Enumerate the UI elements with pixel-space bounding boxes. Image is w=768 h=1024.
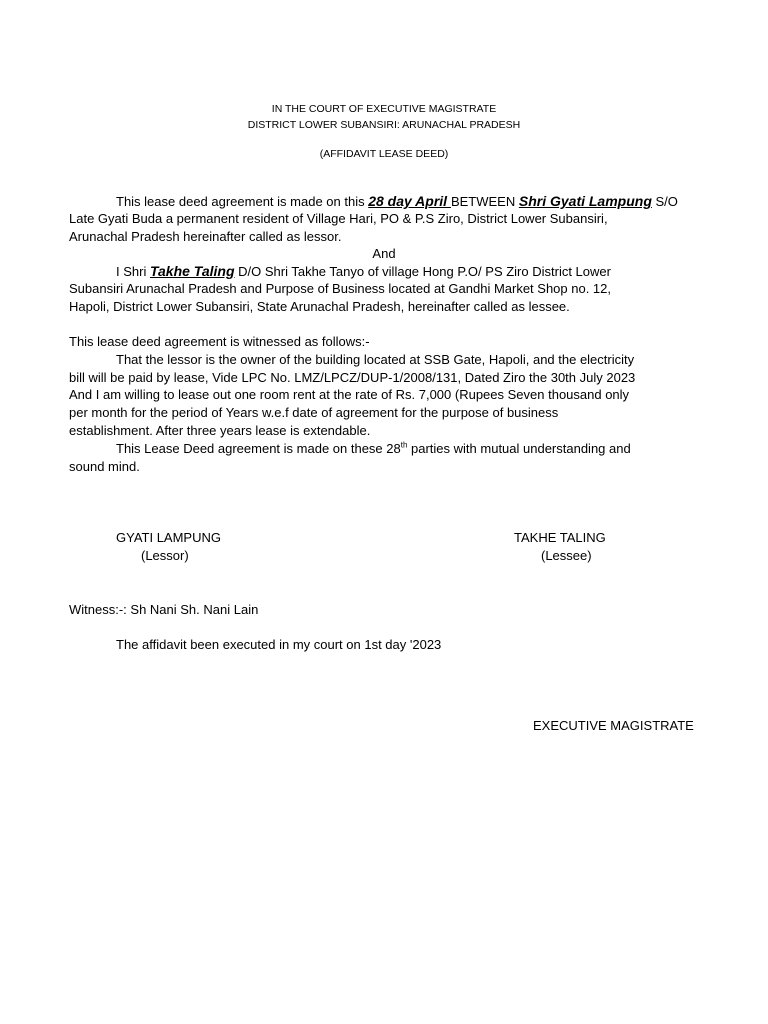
court-title-line1: IN THE COURT OF EXECUTIVE MAGISTRATE — [271, 103, 497, 115]
para4-prefix: This Lease Deed agreement is made on these 28 — [116, 441, 401, 456]
para4-line2: sound mind. — [69, 459, 140, 474]
magistrate-signature: EXECUTIVE MAGISTRATE — [533, 718, 694, 733]
lessee-signature-name: TAKHE TALING — [514, 530, 606, 545]
para3-line5: establishment. After three years lease is extendable. — [69, 423, 371, 438]
para3-line4: per month for the period of Years w.e.f date of agreement for the purpose of business — [69, 405, 559, 420]
para1-line3: Arunachal Pradesh hereinafter called as lessor. — [69, 229, 342, 244]
between-word: BETWEEN — [450, 194, 519, 209]
court-title-line2: DISTRICT LOWER SUBANSIRI: ARUNACHAL PRADESH — [247, 119, 521, 131]
para3-line3: And I am willing to lease out one room rent at the rate of Rs. 7,000 (Rupees Seven thousand only — [69, 387, 630, 402]
para2-line1-suffix: D/O Shri Takhe Tanyo of village Hong P.O/ PS Ziro District Lower — [234, 264, 611, 279]
para1-line1 — [116, 192, 678, 211]
and-word: And — [372, 246, 396, 261]
para4-line1 — [116, 440, 631, 458]
para1-line2: Late Gyati Buda a permanent resident of Village Hari, PO & P.S Ziro, District Lower Subansiri, — [69, 211, 608, 226]
agreement-date: 28 day April — [368, 193, 451, 209]
para2-line1 — [116, 262, 611, 281]
para3-line2: bill will be paid by lease, Vide LPC No. LMZ/LPCZ/DUP-1/2008/131, Dated Ziro the 30th July 2023 — [69, 370, 636, 385]
witnessed-intro: This lease deed agreement is witnessed as follows:- — [69, 334, 370, 349]
para1-line1-suffix: S/O — [651, 194, 678, 209]
ordinal-suffix: th — [400, 440, 408, 450]
para3-line1: That the lessor is the owner of the building located at SSB Gate, Hapoli, and the electricity — [116, 352, 635, 367]
executed-line: The affidavit been executed in my court on 1st day '2023 — [116, 637, 442, 652]
para2-prefix: I Shri — [116, 264, 150, 279]
lessee-signature-role: (Lessee) — [541, 548, 592, 563]
witness-line: Witness:-: Sh Nani Sh. Nani Lain — [69, 602, 259, 617]
lessor-signature-role: (Lessor) — [141, 548, 189, 563]
lessor-signature-name: GYATI LAMPUNG — [116, 530, 221, 545]
document-type: (AFFIDAVIT LEASE DEED) — [319, 148, 449, 160]
para4-suffix: parties with mutual understanding and — [407, 441, 631, 456]
para2-line2: Subansiri Arunachal Pradesh and Purpose of Business located at Gandhi Market Shop no. 12, — [69, 281, 612, 296]
lessor-name-inline: Shri Gyati Lampung — [518, 193, 652, 209]
para2-line3: Hapoli, District Lower Subansiri, State Arunachal Pradesh, hereinafter called as lessee. — [69, 299, 570, 314]
para1-prefix: This lease deed agreement is made on this — [116, 194, 369, 209]
lessee-name-inline: Takhe Taling — [149, 263, 235, 279]
